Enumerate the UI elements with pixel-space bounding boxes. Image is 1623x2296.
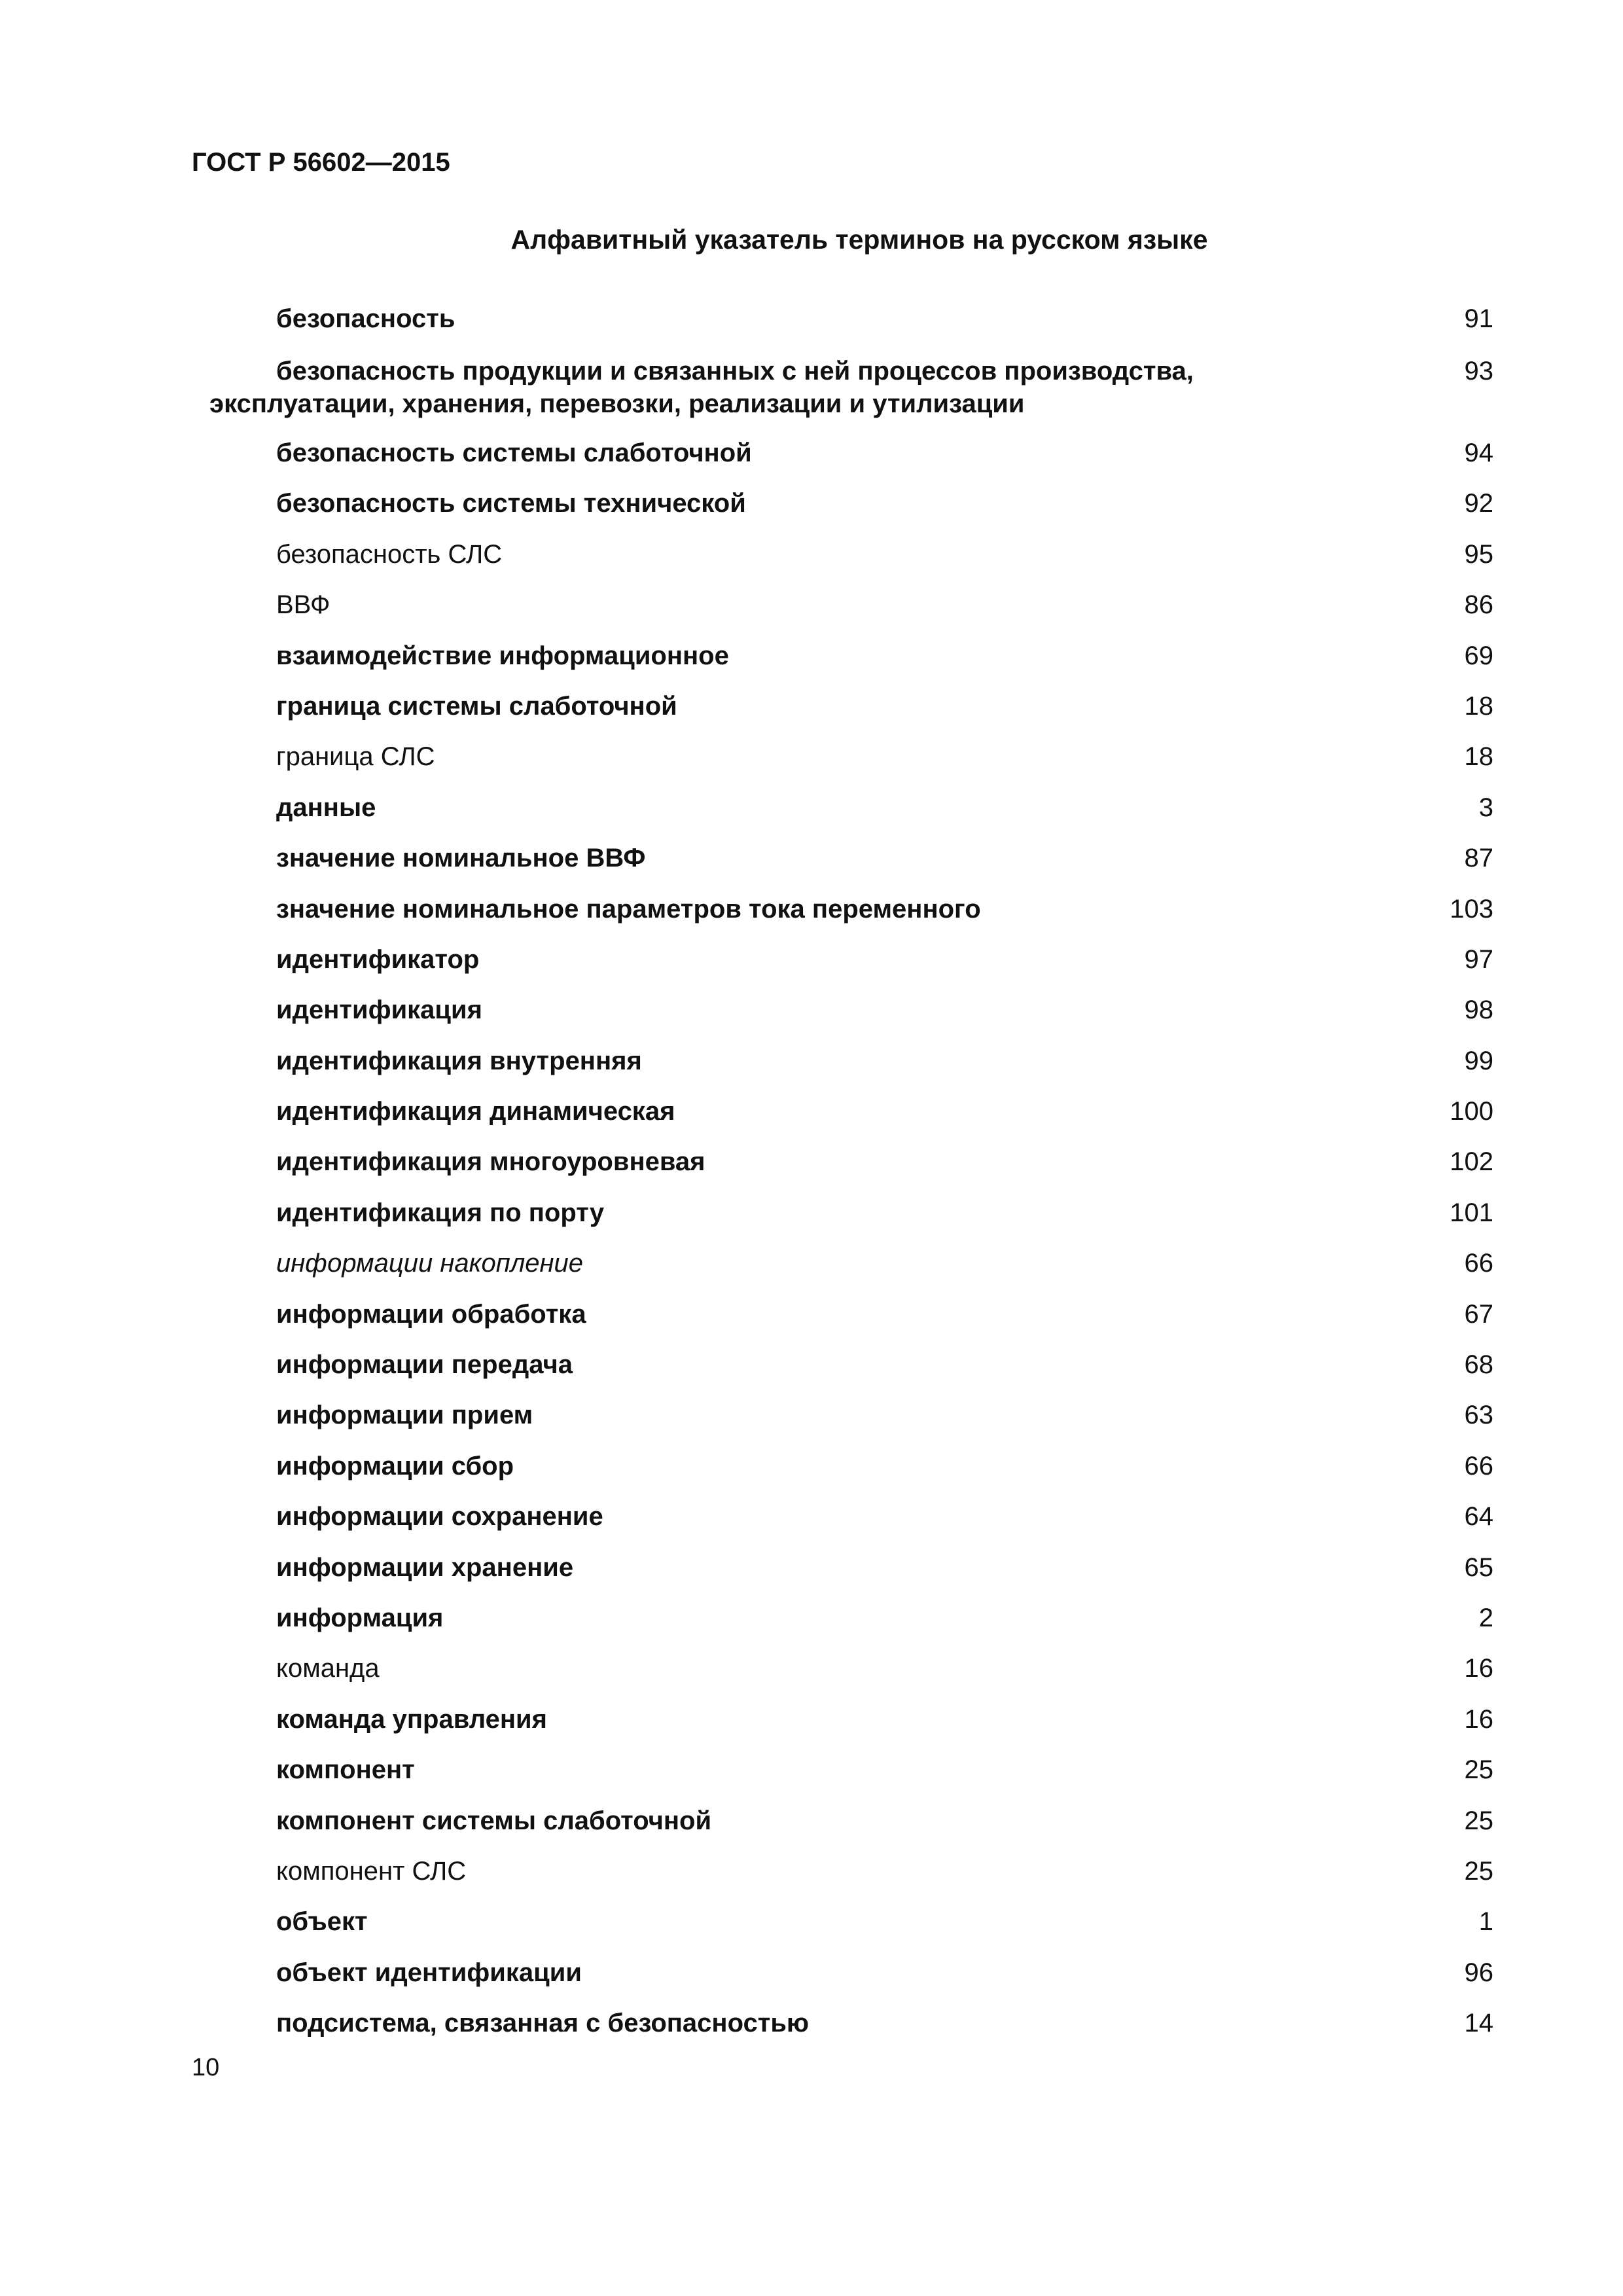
index-term: команда bbox=[276, 1654, 380, 1683]
index-term: компонент bbox=[276, 1755, 415, 1784]
index-term: информации хранение bbox=[276, 1553, 574, 1582]
index-term: данные bbox=[276, 793, 376, 822]
index-page-ref: 95 bbox=[1464, 540, 1493, 569]
index-entry bbox=[209, 1956, 1493, 1989]
index-term: значение номинальное ВВФ bbox=[276, 844, 646, 872]
index-page-ref: 18 bbox=[1464, 742, 1493, 771]
index-term: идентификация динамическая bbox=[276, 1097, 675, 1126]
index-page-ref: 1 bbox=[1478, 1907, 1493, 1936]
index-entry bbox=[209, 1551, 1493, 1584]
index-page-ref: 66 bbox=[1464, 1452, 1493, 1480]
index-entry bbox=[209, 791, 1493, 824]
index-page-ref: 96 bbox=[1464, 1958, 1493, 1987]
index-entry bbox=[209, 1602, 1493, 1634]
index-term: значение номинальное параметров тока переменного bbox=[276, 895, 981, 924]
page-number: 10 bbox=[192, 2054, 220, 2081]
index-page-ref: 91 bbox=[1464, 304, 1493, 333]
index-term: объект идентификации bbox=[276, 1958, 582, 1987]
index-page-ref: 92 bbox=[1464, 489, 1493, 518]
index-term: ВВФ bbox=[276, 590, 330, 619]
index-entry bbox=[209, 1855, 1493, 1888]
index-page-ref: 14 bbox=[1464, 2009, 1493, 2037]
index-page-ref: 64 bbox=[1464, 1502, 1493, 1531]
index-entry bbox=[209, 1652, 1493, 1685]
index-entry bbox=[209, 538, 1493, 571]
index-title: Алфавитный указатель терминов на русском языке bbox=[510, 224, 1208, 255]
index-entry bbox=[209, 1247, 1493, 1280]
index-page-ref: 100 bbox=[1450, 1097, 1493, 1126]
index-page-ref: 97 bbox=[1464, 945, 1493, 974]
index-term: граница системы слаботочной bbox=[276, 692, 677, 721]
index-page-ref: 25 bbox=[1464, 1806, 1493, 1835]
index-entry bbox=[209, 740, 1493, 773]
index-term: безопасность СЛС bbox=[276, 540, 503, 569]
index-term: информации сохранение bbox=[276, 1502, 603, 1531]
index-page-ref: 86 bbox=[1464, 590, 1493, 619]
index-page-ref: 18 bbox=[1464, 692, 1493, 721]
index-term: подсистема, связанная с безопасностью bbox=[276, 2009, 810, 2037]
index-term: информации накопление bbox=[276, 1249, 584, 1278]
index-entry bbox=[209, 1905, 1493, 1938]
index-term: идентификация bbox=[276, 996, 482, 1024]
index-entry bbox=[209, 437, 1493, 469]
index-term: компонент системы слаботочной bbox=[276, 1806, 712, 1835]
index-term: информация bbox=[276, 1604, 444, 1632]
index-page-ref: 103 bbox=[1450, 895, 1493, 924]
index-term: идентификация внутренняя bbox=[276, 1047, 642, 1075]
index-term: информации прием bbox=[276, 1401, 533, 1429]
index-entry bbox=[209, 1145, 1493, 1178]
index-term: идентификация по порту bbox=[276, 1198, 605, 1227]
index-entry bbox=[209, 1804, 1493, 1837]
index-page-ref: 2 bbox=[1478, 1604, 1493, 1632]
index-page-ref: 16 bbox=[1464, 1705, 1493, 1734]
index-term: объект bbox=[276, 1907, 368, 1936]
index-entry bbox=[209, 1703, 1493, 1736]
index-page-ref: 68 bbox=[1464, 1350, 1493, 1379]
index-entry bbox=[209, 1045, 1493, 1077]
index-term: безопасность системы технической bbox=[276, 489, 746, 518]
index-page-ref: 101 bbox=[1450, 1198, 1493, 1227]
index-entry bbox=[209, 1348, 1493, 1381]
index-entry bbox=[209, 994, 1493, 1026]
index-page-ref: 94 bbox=[1464, 439, 1493, 467]
index-page-ref: 16 bbox=[1464, 1654, 1493, 1683]
index-entry bbox=[209, 588, 1493, 621]
index-page-ref: 3 bbox=[1478, 793, 1493, 822]
index-entry bbox=[209, 1095, 1493, 1128]
index-page-ref: 102 bbox=[1450, 1147, 1493, 1176]
index-entry bbox=[209, 690, 1493, 723]
document-code: ГОСТ Р 56602—2015 bbox=[192, 148, 450, 177]
index-term: информации передача bbox=[276, 1350, 573, 1379]
index-entry bbox=[209, 893, 1493, 925]
index-page-ref: 25 bbox=[1464, 1857, 1493, 1886]
index-entry bbox=[209, 355, 1493, 420]
index-page-ref: 87 bbox=[1464, 844, 1493, 872]
index-term: безопасность продукции и связанных с ней процессов производства, эксплуатации, хранения, перевозки, реализации и утилизации bbox=[209, 357, 1194, 418]
index-page-ref: 99 bbox=[1464, 1047, 1493, 1075]
index-page-ref: 69 bbox=[1464, 641, 1493, 670]
index-page-ref: 65 bbox=[1464, 1553, 1493, 1582]
index-term: взаимодействие информационное bbox=[276, 641, 729, 670]
index-entry bbox=[209, 639, 1493, 672]
index-entry bbox=[209, 2007, 1493, 2039]
index-page-ref: 66 bbox=[1464, 1249, 1493, 1278]
index-entry bbox=[209, 943, 1493, 976]
index-entry bbox=[209, 1500, 1493, 1533]
index-page-ref: 98 bbox=[1464, 996, 1493, 1024]
index-entry bbox=[209, 1399, 1493, 1431]
index-entry bbox=[209, 487, 1493, 520]
index-term: безопасность системы слаботочной bbox=[276, 439, 752, 467]
index-page-ref: 67 bbox=[1464, 1300, 1493, 1329]
index-entry bbox=[209, 842, 1493, 874]
index-page-ref: 93 bbox=[1464, 357, 1493, 386]
index-term: безопасность bbox=[276, 304, 455, 333]
index-page-ref: 63 bbox=[1464, 1401, 1493, 1429]
index-entry bbox=[209, 1196, 1493, 1229]
index-term: команда управления bbox=[276, 1705, 547, 1734]
index-entry bbox=[209, 1298, 1493, 1331]
index-entry bbox=[209, 1753, 1493, 1786]
index-term: идентификация многоуровневая bbox=[276, 1147, 705, 1176]
index-term: информации обработка bbox=[276, 1300, 586, 1329]
index-term: граница СЛС bbox=[276, 742, 435, 771]
index-page-ref: 25 bbox=[1464, 1755, 1493, 1784]
index-entry bbox=[209, 1450, 1493, 1482]
index-term: информации сбор bbox=[276, 1452, 514, 1480]
index-term: компонент СЛС bbox=[276, 1857, 467, 1886]
index-term: идентификатор bbox=[276, 945, 480, 974]
index-entry bbox=[209, 302, 1493, 335]
